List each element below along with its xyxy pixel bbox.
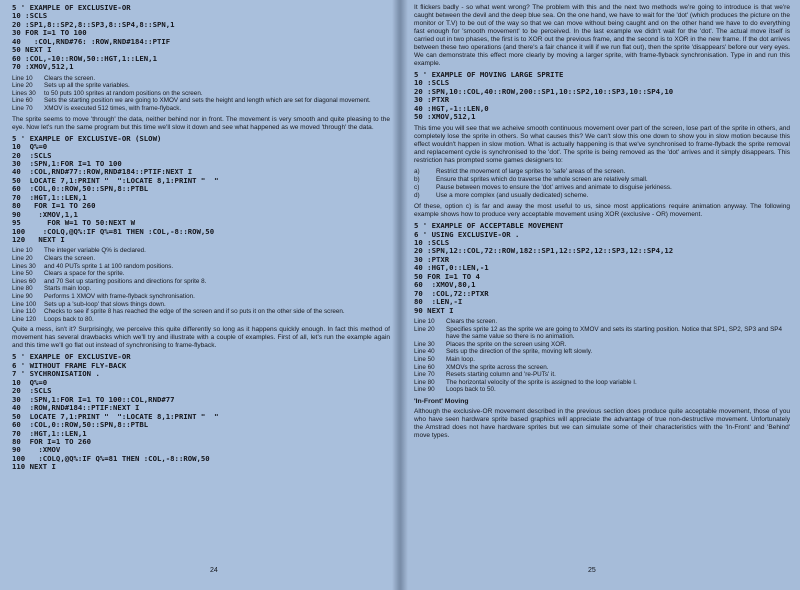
line-description: Loops back to 50.: [446, 386, 496, 394]
option-text: Use a more complex (and usually dedicated) scheme.: [436, 192, 589, 199]
line-label: Line 30: [414, 340, 435, 348]
line-label: Line 10: [414, 318, 435, 326]
option-text: Restrict the movement of large sprites to 'safe' areas of the screen.: [436, 167, 626, 175]
line-label: Line 90: [12, 293, 33, 301]
line-label: Line 120: [12, 315, 37, 323]
line-label: Line 20: [12, 82, 33, 90]
option-letter: d): [414, 192, 420, 199]
line-description: Starts main loop.: [44, 285, 92, 293]
line-description: Sets up all the sprite variables.: [44, 82, 130, 90]
line-description: Clears a space for the sprite.: [44, 270, 125, 278]
option-text: Ensure that sprites which do traverse the whole screen are relatively small.: [436, 175, 648, 183]
option-item: [414, 192, 790, 200]
line-label: Lines 30: [12, 262, 36, 270]
line-note: [414, 326, 790, 341]
line-description: XMOV is executed 512 times, with frame-flyback.: [44, 105, 182, 112]
line-description: Performs 1 XMOV with frame-flyback synchronisation.: [44, 293, 195, 301]
line-description: The integer variable Q% is declared.: [44, 247, 146, 255]
option-list: [414, 168, 790, 200]
paragraph-sprite-through-data: The sprite seems to move 'through' the data, neither behind nor in front. The movement is very smooth and quite pleasing to the eye. Now let's run the same program but this time we'll slow it down and see what happened as we moved 'through' the data.: [12, 115, 390, 131]
line-label: Line 60: [414, 363, 435, 371]
line-note: [414, 341, 790, 349]
line-label: Line 10: [12, 247, 33, 255]
line-description: Clears the screen.: [44, 74, 96, 82]
line-label: Line 20: [12, 255, 33, 263]
line-note: [12, 308, 390, 316]
line-note: [12, 82, 390, 90]
paragraph-smooth-continuous: This time you will see that we acheive smooth continuous movement over part of the screen, lose part of the sprite in others, and completely lose the sprite in others. So what causes this? We can't slow this one down to show you in slow motion because this effect wouldn't happen in slow motion. What is actually happening is that we've synchronised to frame-flyback the sprite removal and replacement cycle is synchronised to the 'dot'. The sprite is being removed as the 'dot' arrives and it simply disappears. This restriction has prompted some games designers to:: [414, 124, 790, 164]
option-item: [414, 176, 790, 184]
line-note: [12, 263, 390, 271]
line-note: [12, 90, 390, 98]
line-label: Line 70: [414, 371, 435, 379]
paragraph-in-front-moving: Although the exclusive-OR movement described in the previous section does produce quite acceptable movement, those of you who have seen hardware sprite based graphics will appreciate the advantage of true non-destructive movement. Unfortunately the Amstrad does not have hardware sprites but we can simulate some of their characteristics with the 'In-Front' and 'Behind' move types.: [414, 408, 790, 440]
line-label: Line 20: [414, 325, 435, 333]
line-note: [414, 364, 790, 372]
line-note: [12, 105, 390, 113]
line-label: Lines 60: [12, 277, 36, 285]
line-note: [12, 301, 390, 309]
line-label: Lines 30: [12, 89, 36, 97]
line-note: [414, 318, 790, 326]
code-listing-exclusive-or-slow: 5 ' EXAMPLE OF EXCLUSIVE-OR (SLOW) 10 Q%=0 20 :SCLS 30 :SPN,1:FOR I=1 TO 100 40 :COL,RND#77::ROW,RND#184::PTIF:NEXT I 50 LOCATE 7,1:PRINT " ":LOCATE 8,1:PRINT " " 60 :COL,0::ROW,50::SPN,8::PTBL 70 :HGT,1::LEN,1 80 FOR I=1 TO 260 90 :XMOV,1,1 95 FOR W=1 TO 50:NEXT W 100 :COLQ,@Q%:IF Q%=81 THEN :COL,-8::ROW,50 120 NEXT I: [12, 133, 219, 245]
line-label: Line 60: [12, 97, 33, 105]
paragraph-flickers-badly: It flickers badly - so what went wrong? The problem with this and the next two methods we're going to introduce is that we're caught between the devil and the deep blue sea. On the one hand, we have to wait for the 'dot' (which produces the picture on the monitor or T.V) to be out of the way so that we can move without being caught and on the other hand we have to do everything fast enough for 'smooth movement' to be perceived. In the last example we didn't wait for the 'dot'. The actual move itself is carried out in two phases, the first is to XOR out the previous frame, and the second is to XOR in the new frame. If the dot arrives between these two operations (and there's a fair chance it will if we run flat out), then the sprite 'disappears' before our very eyes. We can demonstrate this effect more clearly by moving a larger sprite, with frame-flyback synchronisation. Type in and run this example.: [414, 4, 790, 67]
line-notes-3: [414, 318, 790, 394]
line-note: [12, 278, 390, 286]
line-label: Line 80: [414, 378, 435, 386]
line-label: Line 70: [12, 105, 33, 112]
line-description: Main loop.: [446, 356, 476, 364]
section-heading-in-front: 'In-Front' Moving: [414, 398, 469, 406]
paragraph-of-these: Of these, option c) is far and away the most useful to us, since most applications require animation anyway. The following example shows how to produce very acceptable movement using XOR (exclusive - OR) movement.: [414, 203, 790, 219]
line-note: [414, 356, 790, 364]
code-listing-large-sprite: 5 ' EXAMPLE OF MOVING LARGE SPRITE 10 :SCLS 20 :SPN,10::COL,40::ROW,200::SP1,10::SP2,10::SP3,10::SP4,10 30 :PTXR 40 :HGT,-1::LEN,0 50 :XMOV,512,1: [414, 70, 674, 122]
line-description: Specifies sprite 12 as the sprite we are going to XMOV and sets its starting position. Notice that SP1, SP2, SP3 and SP4 have the same value so there is no animation.: [446, 325, 783, 341]
line-description: Sets up a 'sub-loop' that slows things down.: [44, 300, 166, 308]
line-description: Loops back to 80.: [44, 315, 94, 323]
line-notes-2: [12, 247, 390, 323]
option-letter: b): [414, 175, 420, 183]
option-letter: a): [414, 167, 420, 175]
line-label: Line 110: [12, 308, 36, 316]
line-label: Line 50: [12, 270, 33, 278]
line-note: [414, 371, 790, 379]
line-description: and 70 Set up starting positions and directions for sprite 8.: [44, 277, 207, 285]
line-description: Clears the screen.: [44, 255, 96, 263]
line-label: Line 100: [12, 300, 37, 308]
line-description: Resets starting column and 're-PUTs' it.: [446, 371, 556, 379]
line-note: [12, 285, 390, 293]
line-note: [12, 255, 390, 263]
line-description: and 40 PUTs sprite 1 at 100 random positions.: [44, 262, 174, 270]
option-item: [414, 168, 790, 176]
code-listing-exclusive-or: 5 ' EXAMPLE OF EXCLUSIVE-OR 10 :SCLS 20 :SP1,8::SP2,8::SP3,8::SP4,8::SPN,1 30 FOR I=1 TO 100 40 :COL,RND#76: :ROW,RND#184::PTIF 50 NEXT I 60 :COL,-10::ROW,50::HGT,1::LEN,1 70 :XMOV,512,1: [12, 3, 175, 72]
line-description: Checks to see if sprite 8 has reached the edge of the screen and if so puts it on the other side of the screen.: [44, 308, 345, 316]
line-note: [12, 270, 390, 278]
line-note: [12, 293, 390, 301]
line-note: [12, 316, 390, 324]
line-notes-1: [12, 75, 390, 113]
code-listing-without-flyback: 5 ' EXAMPLE OF EXCLUSIVE-OR 6 ' WITHOUT FRAME FLY-BACK 7 ' SYCHRONISATION . 10 Q%=0 20 :SCLS 30 :SPN,1:FOR I=1 TO 100::COL,RND#77 40 :ROW,RND#184::PTIF:NEXT I 50 LOCATE 7,1:PRINT " ":LOCATE 8,1:PRINT " " 60 :COL,0::ROW,50::SPN,8::PTBL 70 :HGT,1::LEN,1 80 FOR I=1 TO 260 90 :XMOV 100 :COLQ,@Q%:IF Q%=81 THEN :COL,-8::ROW,50 110 NEXT I: [12, 352, 219, 472]
line-label: Line 10: [12, 74, 33, 82]
line-description: The horizontal velocity of the sprite is assigned to the loop variable I.: [446, 378, 637, 386]
line-label: Line 40: [414, 348, 435, 356]
line-description: Sets the starting position we are going to XMOV and sets the height and length which are set for diagonal movement.: [44, 97, 371, 105]
line-note: [12, 247, 390, 255]
line-label: Line 80: [12, 285, 33, 293]
line-description: XMOVs the sprite across the screen.: [446, 363, 549, 371]
line-note: [414, 386, 790, 394]
option-letter: c): [414, 183, 420, 191]
option-text: Pause between moves to ensure the 'dot' arrives and animate to disguise jerkiness.: [436, 183, 672, 191]
code-listing-acceptable-movement: 5 ' EXAMPLE OF ACCEPTABLE MOVEMENT 6 ' USING EXCLUSIVE-OR . 10 :SCLS 20 :SPN,12::COL,72::ROW,182::SP1,12::SP2,12::SP3,12::SP4,12 30 :PTXR 40 :HGT,0::LEN,-1 50 FOR I=1 TO 4 60 :XMOV,80,1 70 :COL,72::PTXR 80 :LEN,-I 90 NEXT I: [414, 221, 674, 315]
line-label: Line 50: [414, 356, 435, 364]
line-description: Clears the screen.: [446, 318, 498, 326]
line-note: [12, 97, 390, 105]
option-item: [414, 184, 790, 192]
line-note: [414, 379, 790, 387]
line-description: Sets up the direction of the sprite, moving left slowly.: [446, 348, 593, 356]
paragraph-quite-a-mess: Quite a mess, isn't it? Surprisingly, we perceive this quite differently so long as it happens quickly enough. In fact this method of movement has several drawbacks which we'll try and illustrate with a couple of examples. First of all, let's run the example again and this time we'll go flat out instead of synchronising to frame-flyback.: [12, 326, 390, 350]
line-note: [12, 75, 390, 83]
page-number: 24: [210, 567, 218, 574]
line-note: [414, 348, 790, 356]
line-description: to 50 puts 100 sprites at random positions on the screen.: [44, 89, 203, 97]
page-number: 25: [588, 567, 596, 574]
line-description: Places the sprite on the screen using XOR.: [446, 340, 567, 348]
right-page: [400, 0, 800, 590]
line-label: Line 90: [414, 386, 435, 394]
